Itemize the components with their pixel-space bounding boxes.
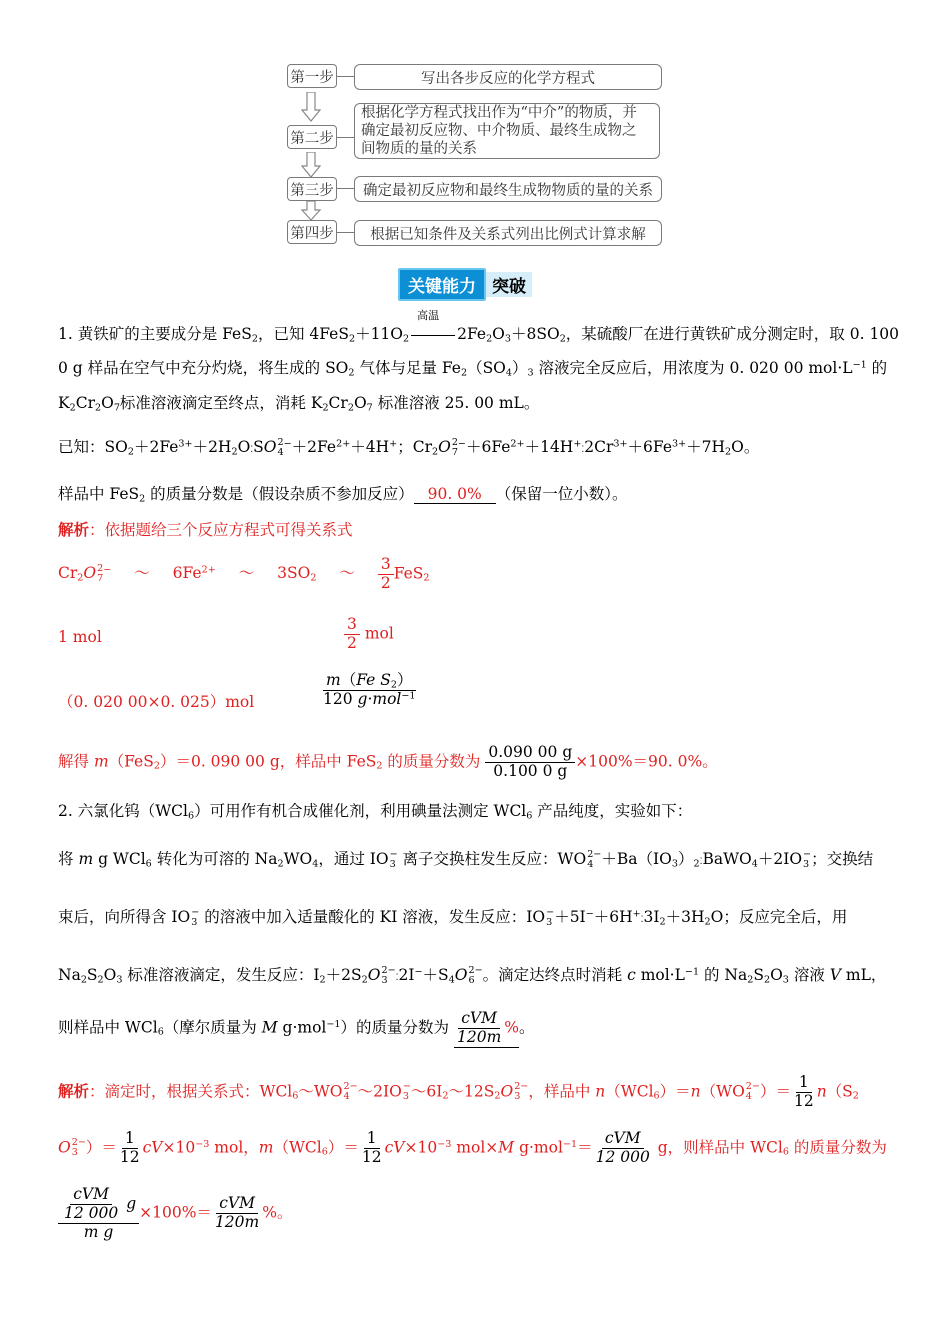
q2-analysis-line-2: O 2− 3 ）＝ $\frac{1}{12}$ $cV\times 10^{-3}$ mol，m（WCl$_6$）＝ $\frac{1}{12}$ $cV\times 10^{-3}$ mol×M g·mol$^{-1}$＝ $\frac{\text{cVM}}{12 000}$ g，则样品中 WCl$_6$ 的质量分数为 [58, 1129, 887, 1166]
section-heading [398, 271, 532, 298]
q1-analysis: 解析：依据题给三个反应方程式可得关系式 [58, 520, 353, 539]
down-arrow-icon [300, 201, 322, 221]
down-arrow-icon [300, 152, 322, 178]
step-4-label: 第四步 [287, 220, 337, 244]
q2-line-3: 束后，向所得含 IO − 3 的溶液中加入适量酸化的 KI 溶液，发生反应：IO − 3 $+5I^-+6H^+⁚3I_2+3H_2O$；反应完全后，用 [58, 906, 848, 928]
step-2-box [354, 103, 660, 159]
step-1-box: 写出各步反应的化学方程式 [354, 64, 662, 90]
step-2-line-1: 根据化学方程式找出作为“中介”的物质，并 [361, 105, 637, 121]
q1-relation-chain: $Cr_2O$ 2 7 − ～ $6Fe^{2+}$ ～ $3SO_2$ ～ $\frac{3}{2}$ FeS$_2$ [58, 555, 430, 592]
step-3-box: 确定最初反应物和最终生成物物质的量的关系 [354, 176, 662, 202]
q2-analysis-line-3: $\frac{\text{cVM}}{12 000}$ g m g ×100%＝ $\frac{\text{cVM}}{120m}$ %。 [58, 1186, 292, 1241]
step-2-line-2: 确定最初反应物、中介物质、最终生成物之 [361, 123, 637, 139]
q1-solve: 解得 m（FeS$_2$）＝0. 090 00 g，样品中 FeS$_2$ 的质量分数为 $\frac{0.090 00 g}{0.100 0 g}$ ×100%＝90. 0%。 [58, 743, 718, 780]
connector-2 [336, 137, 354, 138]
connector-1 [336, 76, 354, 77]
q1-ask: 样品中 FeS$_2$ 的质量分数是（假设杂质不参加反应） 90. 0% （保留一位小数）。 [58, 485, 628, 505]
q1-known: 已知：$SO_2+2Fe^{3+}+2H_2O⁚SO$ 2 4 $^-+2Fe^{2+}+4H^+$；$Cr_2O$ 2 7 $^-+6Fe^{2+}+14H^+⁚2Cr^{3+}+6Fe^{3+}+7H_2O$。 [58, 436, 760, 458]
q2-line-2: 将 m g WCl$_6$ 转化为可溶的 $Na_2WO_4$，通过 IO − 3 离子交换柱发生反应：WO 2− 4 $+Ba(IO_3)_2⁚BaWO_4+2IO$ − 3 ；交换结 [58, 848, 874, 870]
heading-rest: 突破 [486, 272, 532, 297]
q1-line-3: $K_2Cr_2O_7$标准溶液滴定至终点，消耗 $K_2Cr_2O_7$ 标准溶液 25. 00 mL。 [58, 394, 540, 414]
connector-3 [336, 188, 354, 189]
high-temp-arrow: 高温 [411, 325, 455, 343]
q2-line-1: 2. 六氯化钨（WCl$_6$）可用作有机合成催化剂，利用碘量法测定 WCl$_6$ 产品纯度，实验如下： [58, 802, 693, 822]
q1-amount: （0. 020 00×0. 025）mol [58, 693, 255, 711]
q1-line-2: 0 g 样品在空气中充分灼烧，将生成的 $SO_2$ 气体与足量 $Fe_2(SO_4)_3$ 溶液完全反应后，用浓度为 0. 020 00 $mol\cdot L^{-1}$ 的 [58, 359, 888, 379]
step-2-line-3: 间物质的量的关系 [361, 141, 477, 157]
step-1-label: 第一步 [287, 64, 337, 88]
q1-mass-frac: $\frac{m(Fe S_2)}{120 g\cdot mol^{-1}}$ [323, 671, 416, 708]
connector-4 [336, 232, 354, 233]
q1-line-1: 1. 黄铁矿的主要成分是 FeS$_2$，已知 $4FeS_2+11O_2$ 高温 $2Fe_2O_3+8SO_2$，某硫酸厂在进行黄铁矿成分测定时，取 0. 100 [58, 309, 900, 345]
q2-answer: $\frac{\text{cVM}}{120m}$ % [454, 1010, 519, 1048]
heading-highlight: 关键能力 [398, 268, 486, 301]
step-2-label: 第二步 [287, 125, 337, 149]
step-4-box: 根据已知条件及关系式列出比例式计算求解 [354, 220, 662, 246]
q2-line-4: $Na_2S_2O_3$ 标准溶液滴定，发生反应：$I_2+2S_2O$ 2− 3 $⁚2I^-+S_4O$ 2− 6 。滴定达终点时消耗 c $mol\cdot L^{-1}$ 的 $Na_2S_2O_3$ 溶液 V mL， [58, 964, 887, 986]
q2-analysis-line-1: 解析：滴定时，根据关系式：WCl$_6$～WO 2− 4 ～2IO − 3 $\sim 6I_2\sim 12S_2O$ 2− 3 ，样品中 n（WCl$_6$）＝n（WO 2− 4 ）＝ $\frac{1}{12}$ $n(S_2$ [58, 1073, 859, 1110]
q1-mol-1: 1 mol [58, 628, 102, 646]
step-3-label: 第三步 [287, 177, 337, 201]
q1-mol-frac: $\frac{3}{2}$ mol [344, 616, 394, 653]
q2-line-5: 则样品中 WCl$_6$（摩尔质量为 M g·mol$^{-1}$）的质量分数为 $\frac{\text{cVM}}{120m}$ %。 [58, 1009, 535, 1046]
down-arrow-icon [300, 92, 322, 122]
q1-answer: 90. 0% [414, 485, 496, 504]
